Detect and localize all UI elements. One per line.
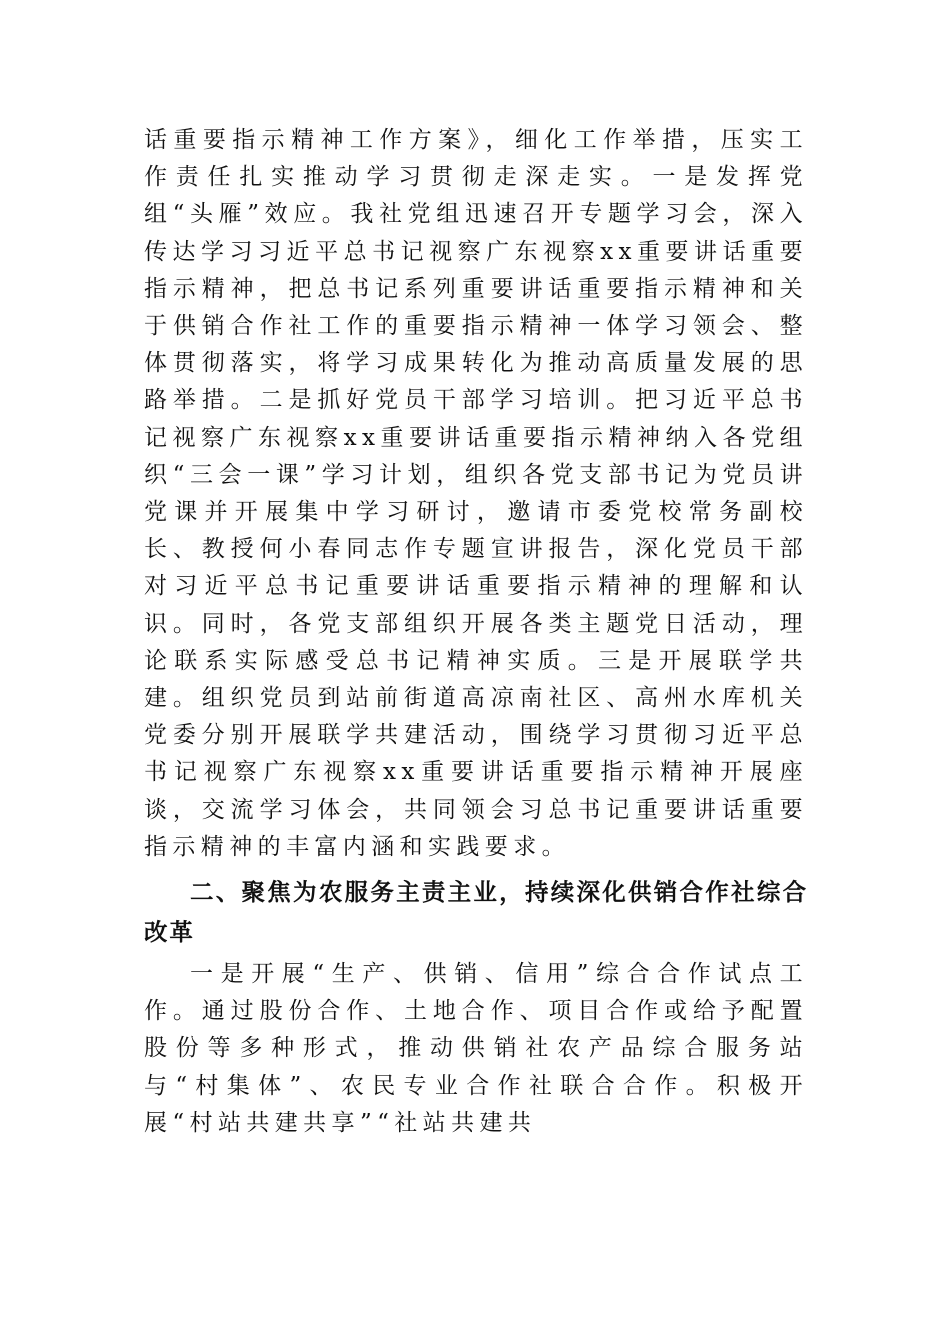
section-heading-2: 二、聚焦为农服务主责主业，持续深化供销合作社综合改革 bbox=[144, 878, 808, 947]
document-page bbox=[144, 122, 808, 1142]
body-paragraph-1: 话重要指示精神工作方案》，细化工作举措，压实工作责任扎实推动学习贯彻走深走实。一是发挥党组“头雁”效应。我社党组迅速召开专题学习会，深入传达学习习近平总书记视察广东视察xx重要讲话重要指示精神，把总书记系列重要讲话重要指示精神和关于供销合作社工作的重要指示精神一体学习领会、整体贯彻落实，将学习成果转化为推动高质量发展的思路举措。二是抓好党员干部学习培训。把习近平总书记视察广东视察xx重要讲话重要指示精神纳入各党组织“三会一课”学习计划，组织各党支部书记为党员讲党课并开展集中学习研讨，邀请市委党校常务副校长、教授何小春同志作专题宣讲报告，深化党员干部对习近平总书记重要讲话重要指示精神的理解和认识。同时，各党支部组织开展各类主题党日活动，理论联系实际感受总书记精神实质。三是开展联学共建。组织党员到站前街道高凉南社区、高州水库机关党委分别开展联学共建活动，围绕学习贯彻习近平总书记视察广东视察xx重要讲话重要指示精神开展座谈，交流学习体会，共同领会习总书记重要讲话重要指示精神的丰富内涵和实践要求。 bbox=[144, 127, 808, 860]
body-paragraph-2: 一是开展“生产、供销、信用”综合合作试点工作。通过股份合作、土地合作、项目合作或给予配置股份等多种形式，推动供销社农产品综合服务站与“村集体”、农民专业合作社联合合作。积极开展“村站共建共享”“社站共建共 bbox=[144, 961, 808, 1136]
